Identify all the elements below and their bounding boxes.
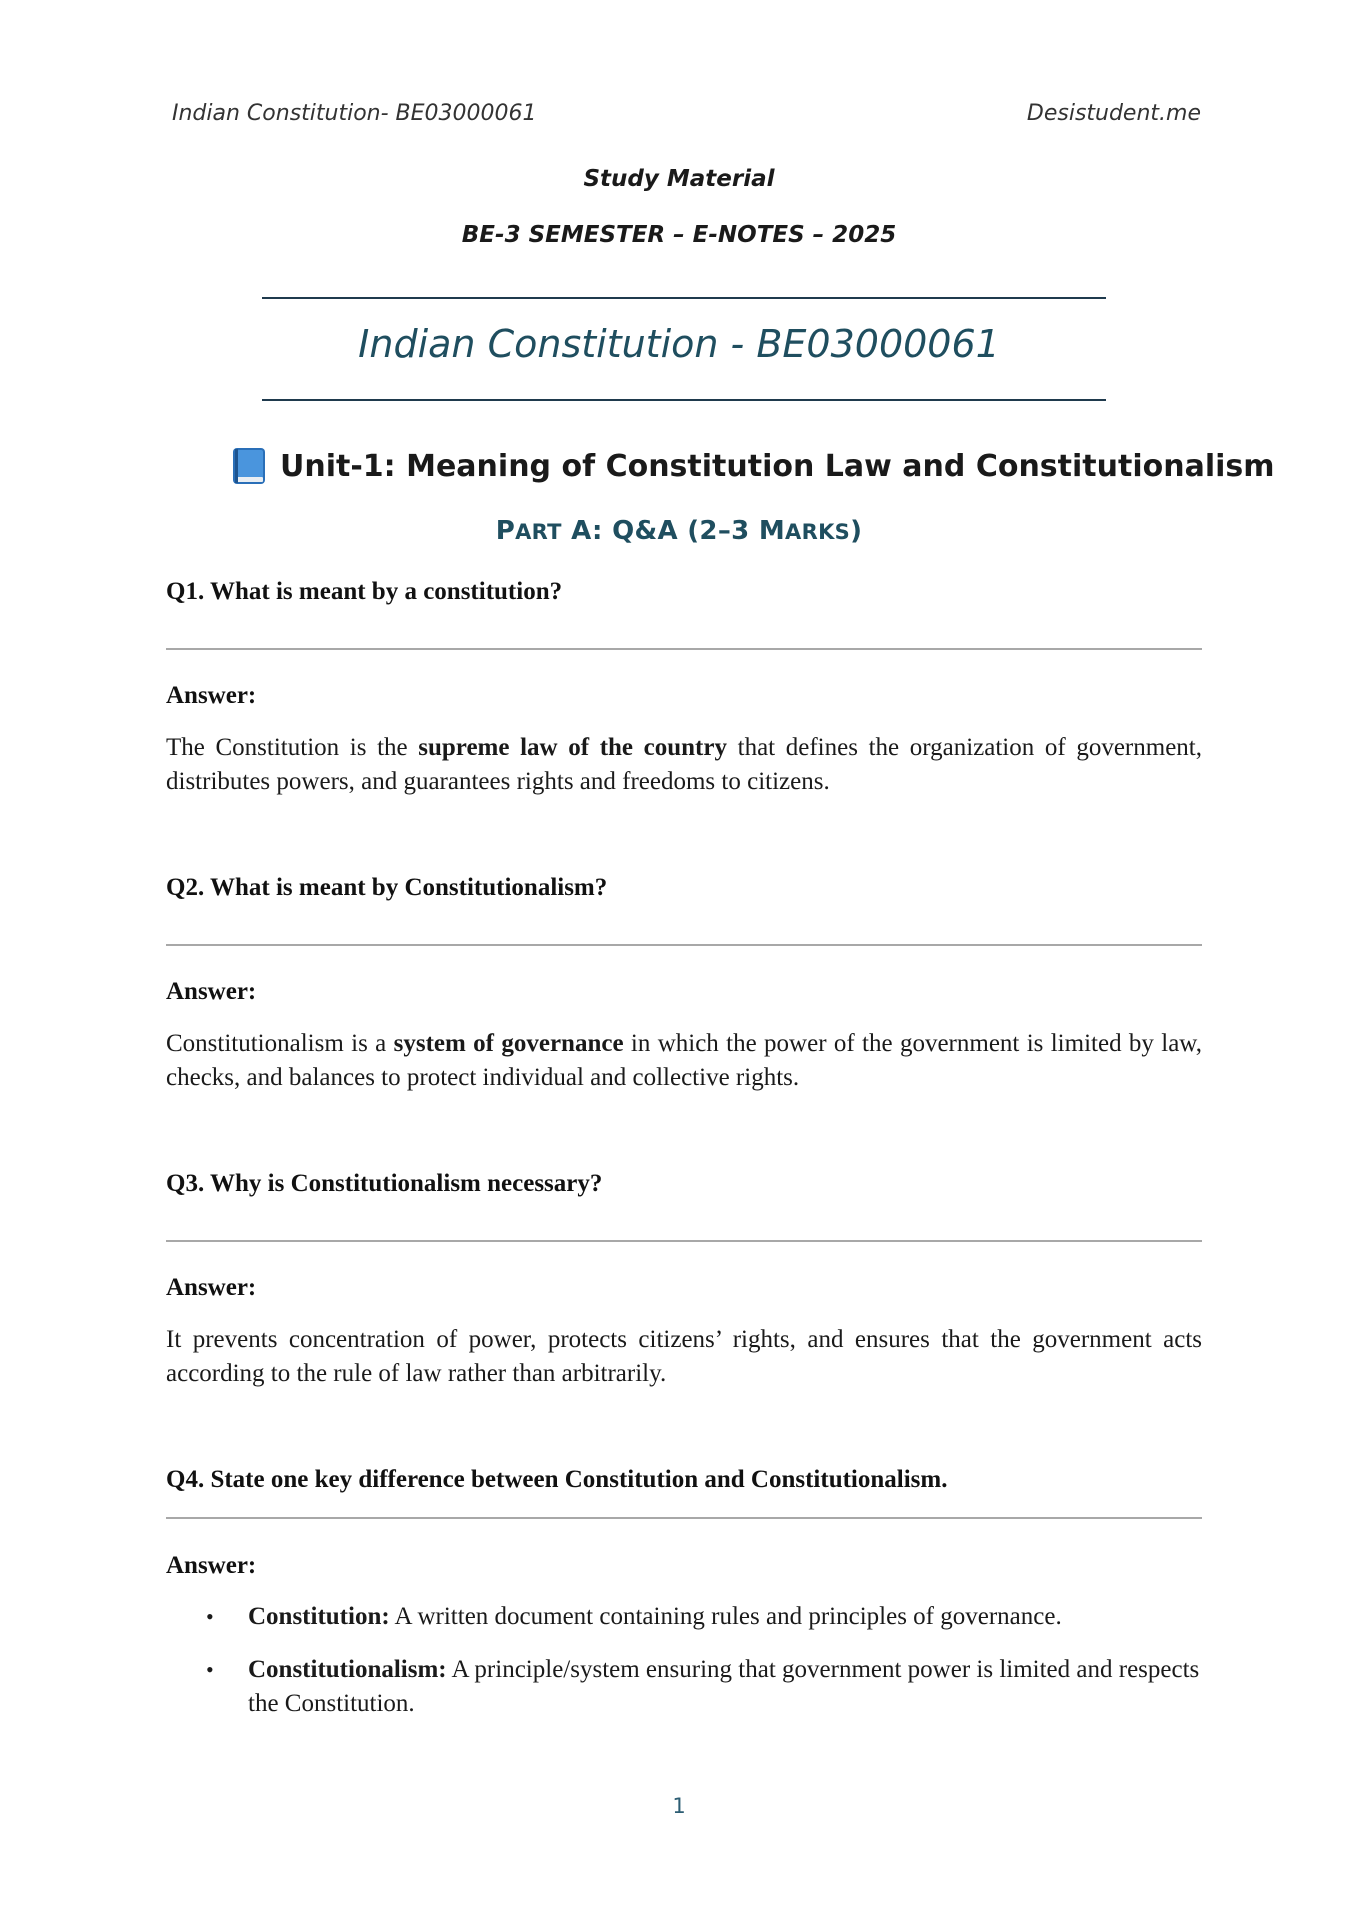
- study-material-label: Study Material: [583, 166, 775, 192]
- blue-book-icon: [232, 447, 266, 485]
- part-heading: PART A: Q&A (2–3 MARKS): [495, 516, 863, 546]
- bullet-item: • Constitution: A written document containing rules and principles of governance.: [206, 1600, 1202, 1634]
- question-2: Q2. What is meant by Constitutionalism?: [166, 874, 608, 901]
- answer-label: Answer:: [166, 1274, 257, 1301]
- title-rule-top: [262, 297, 1106, 299]
- answer-1-text: The Constitution is the supreme law of the country that defines the organization of government, distributes powers, and guarantees rights and freedoms to citizens.: [166, 734, 1202, 795]
- question-divider: [166, 944, 1202, 946]
- title-rule-bottom: [262, 399, 1106, 401]
- question-3: Q3. Why is Constitutionalism necessary?: [166, 1170, 603, 1197]
- unit-heading: [232, 447, 1275, 485]
- answer-label: Answer:: [166, 682, 257, 709]
- bullet-item: • Constitutionalism: A principle/system ensuring that government power is limited and respects the Constitution.: [206, 1653, 1202, 1721]
- unit-heading-text: Unit-1: Meaning of Constitution Law and Constitutionalism: [280, 448, 1275, 484]
- running-header-left: Indian Constitution- BE03000061: [172, 101, 537, 126]
- page-number: 1: [672, 1794, 686, 1818]
- question-divider: [166, 648, 1202, 650]
- question-1: Q1. What is meant by a constitution?: [166, 578, 563, 605]
- answer-2-text: Constitutionalism is a system of governance in which the power of the government is limited by law, checks, and balances to protect individual and collective rights.: [166, 1030, 1202, 1091]
- answer-3-text: It prevents concentration of power, protects citizens’ rights, and ensures that the government acts according to the rule of law rather than arbitrarily.: [166, 1326, 1202, 1387]
- question-divider: [166, 1517, 1202, 1519]
- answer-label: Answer:: [166, 1552, 257, 1579]
- question-4: Q4. State one key difference between Constitution and Constitutionalism.: [166, 1466, 948, 1493]
- course-title: Indian Constitution - BE03000061: [358, 322, 1000, 366]
- running-header-right: Desistudent.me: [1026, 101, 1201, 126]
- question-divider: [166, 1240, 1202, 1242]
- semester-label: BE-3 SEMESTER – E-NOTES – 2025: [461, 222, 897, 248]
- answer-label: Answer:: [166, 978, 257, 1005]
